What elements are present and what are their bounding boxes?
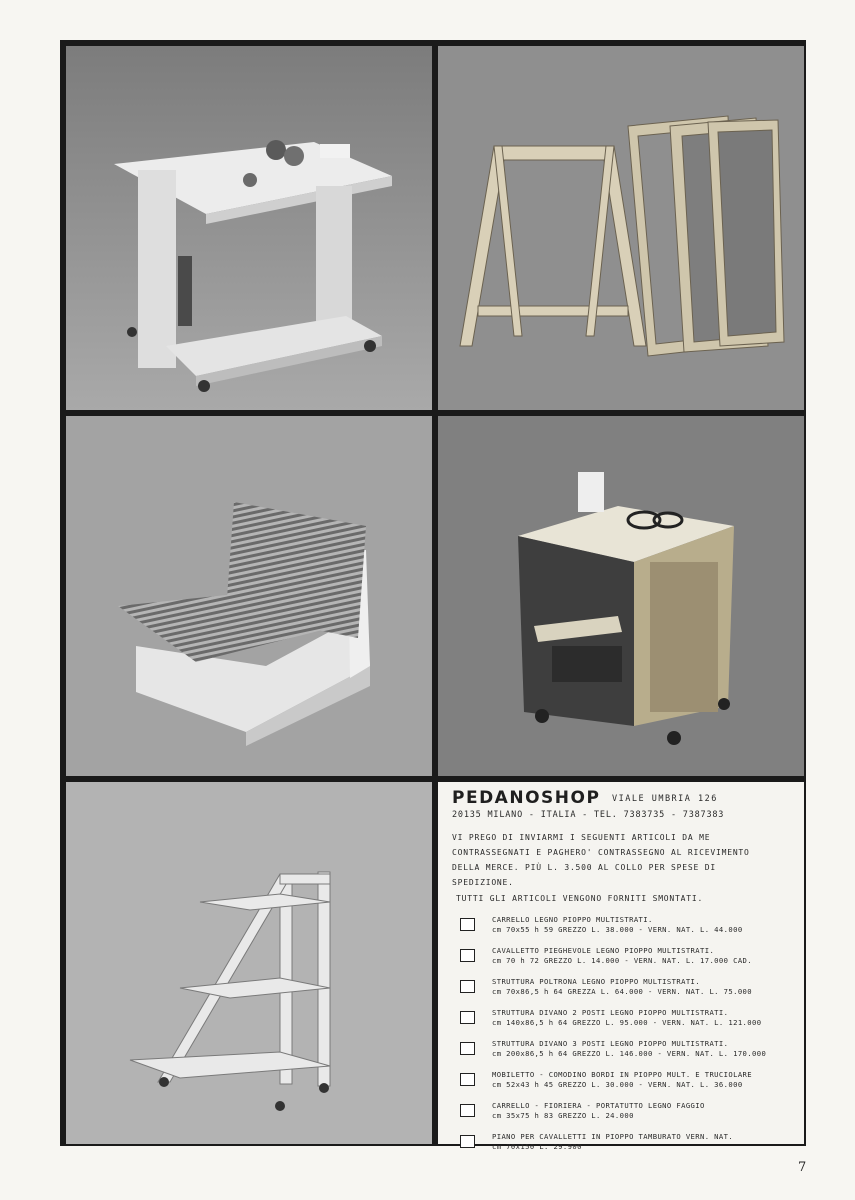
item-description: CARRELLO LEGNO PIOPPO MULTISTRATI. bbox=[492, 915, 653, 924]
instruction-line: VI PREGO DI INVIARMI I SEGUENTI ARTICOLI DA ME bbox=[452, 833, 711, 842]
order-item bbox=[458, 1007, 802, 1038]
item-text bbox=[492, 1070, 752, 1089]
page-number: 7 bbox=[798, 1160, 807, 1175]
order-item bbox=[458, 1131, 802, 1162]
cabinet-illustration bbox=[438, 416, 804, 776]
item-checkbox[interactable] bbox=[460, 1042, 475, 1055]
order-item bbox=[458, 1069, 802, 1100]
item-text bbox=[492, 1132, 733, 1151]
cart-illustration bbox=[66, 46, 432, 410]
item-price: cm 70 h 72 GREZZO L. 14.000 - VERN. NAT. L. 17.000 CAD. bbox=[492, 955, 752, 965]
item-price: cm 70x150 L. 29.900 bbox=[492, 1141, 582, 1151]
item-text bbox=[492, 1101, 705, 1120]
item-description: STRUTTURA DIVANO 3 POSTI LEGNO PIOPPO MULTISTRATI. bbox=[492, 1039, 729, 1048]
item-price: cm 70x55 h 59 GREZZO L. 38.000 - VERN. NAT. L. 44.000 bbox=[492, 924, 743, 934]
item-price: cm 200x86,5 h 64 GREZZO L. 146.000 - VERN. NAT. L. 170.000 bbox=[492, 1048, 767, 1058]
item-price: cm 140x86,5 h 64 GREZZO L. 95.000 - VERN. NAT. L. 121.000 bbox=[492, 1017, 762, 1027]
photo-plant-trolley bbox=[66, 782, 432, 1144]
item-description: MOBILETTO - COMODINO BORDI IN PIOPPO MULT. E TRUCIOLARE bbox=[492, 1070, 752, 1079]
item-price: cm 70x86,5 h 64 GREZZA L. 64.000 - VERN. NAT. L. 75.000 bbox=[492, 986, 752, 996]
order-item bbox=[458, 945, 802, 976]
item-text bbox=[492, 977, 752, 996]
instruction-line: SPEDIZIONE. bbox=[452, 878, 514, 887]
item-description: CAVALLETTO PIEGHEVOLE LEGNO PIOPPO MULTISTRATI. bbox=[492, 946, 715, 955]
item-checkbox[interactable] bbox=[460, 980, 475, 993]
item-description: CARRELLO - FIORIERA - PORTATUTTO LEGNO FAGGIO bbox=[492, 1101, 705, 1110]
city-phone-line: 20135 MILANO - ITALIA - TEL. 7383735 - 7387383 bbox=[452, 810, 725, 820]
order-items bbox=[458, 914, 802, 1162]
item-text bbox=[492, 915, 743, 934]
instruction-line: DELLA MERCE. PIÙ L. 3.500 AL COLLO PER SPESE DI bbox=[452, 863, 716, 872]
assembly-note: TUTTI GLI ARTICOLI VENGONO FORNITI SMONTATI. bbox=[456, 894, 704, 903]
order-item bbox=[458, 1038, 802, 1069]
photo-armchair bbox=[66, 416, 432, 776]
order-instructions bbox=[452, 830, 797, 890]
trestle-illustration bbox=[438, 46, 804, 410]
armchair-illustration bbox=[66, 416, 432, 776]
trolley-illustration bbox=[66, 782, 432, 1144]
item-description: STRUTTURA POLTRONA LEGNO PIOPPO MULTISTRATI. bbox=[492, 977, 700, 986]
item-description: PIANO PER CAVALLETTI IN PIOPPO TAMBURATO VERN. NAT. bbox=[492, 1132, 734, 1141]
order-item bbox=[458, 914, 802, 945]
item-checkbox[interactable] bbox=[460, 1135, 475, 1148]
photo-cart bbox=[66, 46, 432, 410]
item-checkbox[interactable] bbox=[460, 918, 475, 931]
item-price: cm 52x43 h 45 GREZZO L. 30.000 - VERN. NAT. L. 36.000 bbox=[492, 1079, 743, 1089]
instruction-line: CONTRASSEGNATI E PAGHERO' CONTRASSEGNO AL RICEVIMENTO bbox=[452, 848, 750, 857]
photo-cabinet bbox=[438, 416, 804, 776]
brand-name: PEDANOSHOP bbox=[452, 788, 601, 808]
item-text bbox=[492, 1008, 761, 1027]
brand-address: VIALE UMBRIA 126 bbox=[612, 794, 718, 804]
item-text bbox=[492, 946, 752, 965]
item-text bbox=[492, 1039, 766, 1058]
photo-trestles bbox=[438, 46, 804, 410]
item-checkbox[interactable] bbox=[460, 1104, 475, 1117]
order-form bbox=[438, 782, 804, 1151]
item-description: STRUTTURA DIVANO 2 POSTI LEGNO PIOPPO MULTISTRATI. bbox=[492, 1008, 729, 1017]
order-item bbox=[458, 976, 802, 1007]
item-checkbox[interactable] bbox=[460, 1073, 475, 1086]
catalog-grid bbox=[60, 40, 806, 1151]
item-checkbox[interactable] bbox=[460, 949, 475, 962]
item-price: cm 35x75 h 83 GREZZO L. 24.000 bbox=[492, 1110, 634, 1120]
order-item bbox=[458, 1100, 802, 1131]
item-checkbox[interactable] bbox=[460, 1011, 475, 1024]
